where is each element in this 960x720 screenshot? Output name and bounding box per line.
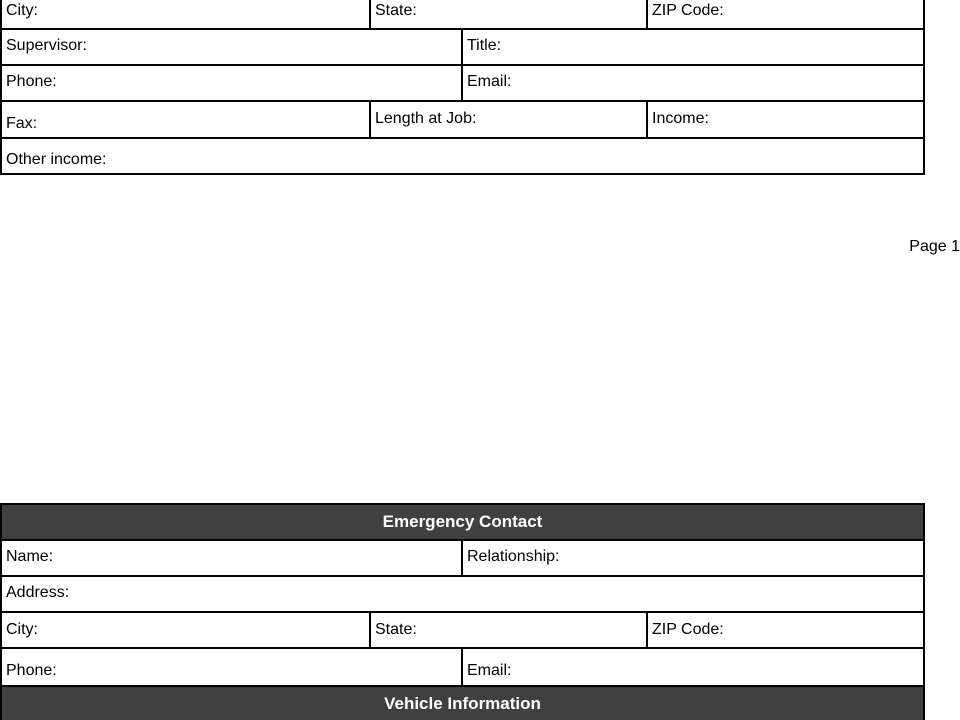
vehicle-information-title: Vehicle Information xyxy=(384,694,541,713)
vehicle-information-header xyxy=(0,685,925,720)
table-rule xyxy=(923,539,925,687)
phone-field[interactable] xyxy=(2,73,461,91)
state-field[interactable] xyxy=(371,2,646,20)
income-label: Income: xyxy=(652,110,709,127)
ec-email-field[interactable] xyxy=(463,662,923,680)
title-field[interactable] xyxy=(463,37,923,55)
ec-state-label: State: xyxy=(375,621,417,638)
table-rule xyxy=(923,0,925,175)
length-at-job-label: Length at Job: xyxy=(375,110,477,127)
table-rule xyxy=(0,611,925,613)
ec-relationship-field[interactable] xyxy=(463,548,923,566)
phone-label: Phone: xyxy=(6,73,57,90)
table-rule xyxy=(0,137,925,139)
city-field[interactable] xyxy=(2,2,369,20)
supervisor-field[interactable] xyxy=(2,37,461,55)
ec-address-field[interactable] xyxy=(2,584,923,602)
zip-code-field[interactable] xyxy=(648,2,923,20)
ec-phone-label: Phone: xyxy=(6,662,57,679)
fax-field[interactable] xyxy=(2,115,369,133)
ec-city-field[interactable] xyxy=(2,621,369,639)
ec-phone-field[interactable] xyxy=(2,662,461,680)
state-label: State: xyxy=(375,2,417,19)
page-number: Page 1 xyxy=(909,238,960,255)
ec-email-label: Email: xyxy=(467,662,512,679)
ec-zip-code-field[interactable] xyxy=(648,621,923,639)
income-field[interactable] xyxy=(648,110,923,128)
ec-zip-code-label: ZIP Code: xyxy=(652,621,724,638)
ec-name-label: Name: xyxy=(6,548,54,565)
ec-address-label: Address: xyxy=(6,584,70,601)
zip-code-label: ZIP Code: xyxy=(652,2,724,19)
length-at-job-field[interactable] xyxy=(371,110,646,128)
table-rule xyxy=(0,173,925,175)
email-label: Email: xyxy=(467,73,512,90)
other-income-label: Other income: xyxy=(6,151,107,168)
emergency-contact-header xyxy=(0,503,925,541)
city-label: City: xyxy=(6,2,38,19)
supervisor-label: Supervisor: xyxy=(6,37,87,54)
ec-name-field[interactable] xyxy=(2,548,461,566)
emergency-contact-title: Emergency Contact xyxy=(382,512,543,531)
ec-city-label: City: xyxy=(6,621,38,638)
ec-relationship-label: Relationship: xyxy=(467,548,560,565)
email-field[interactable] xyxy=(463,73,923,91)
ec-state-field[interactable] xyxy=(371,621,646,639)
title-label: Title: xyxy=(467,37,502,54)
fax-label: Fax: xyxy=(6,115,38,132)
other-income-field[interactable] xyxy=(2,151,923,169)
